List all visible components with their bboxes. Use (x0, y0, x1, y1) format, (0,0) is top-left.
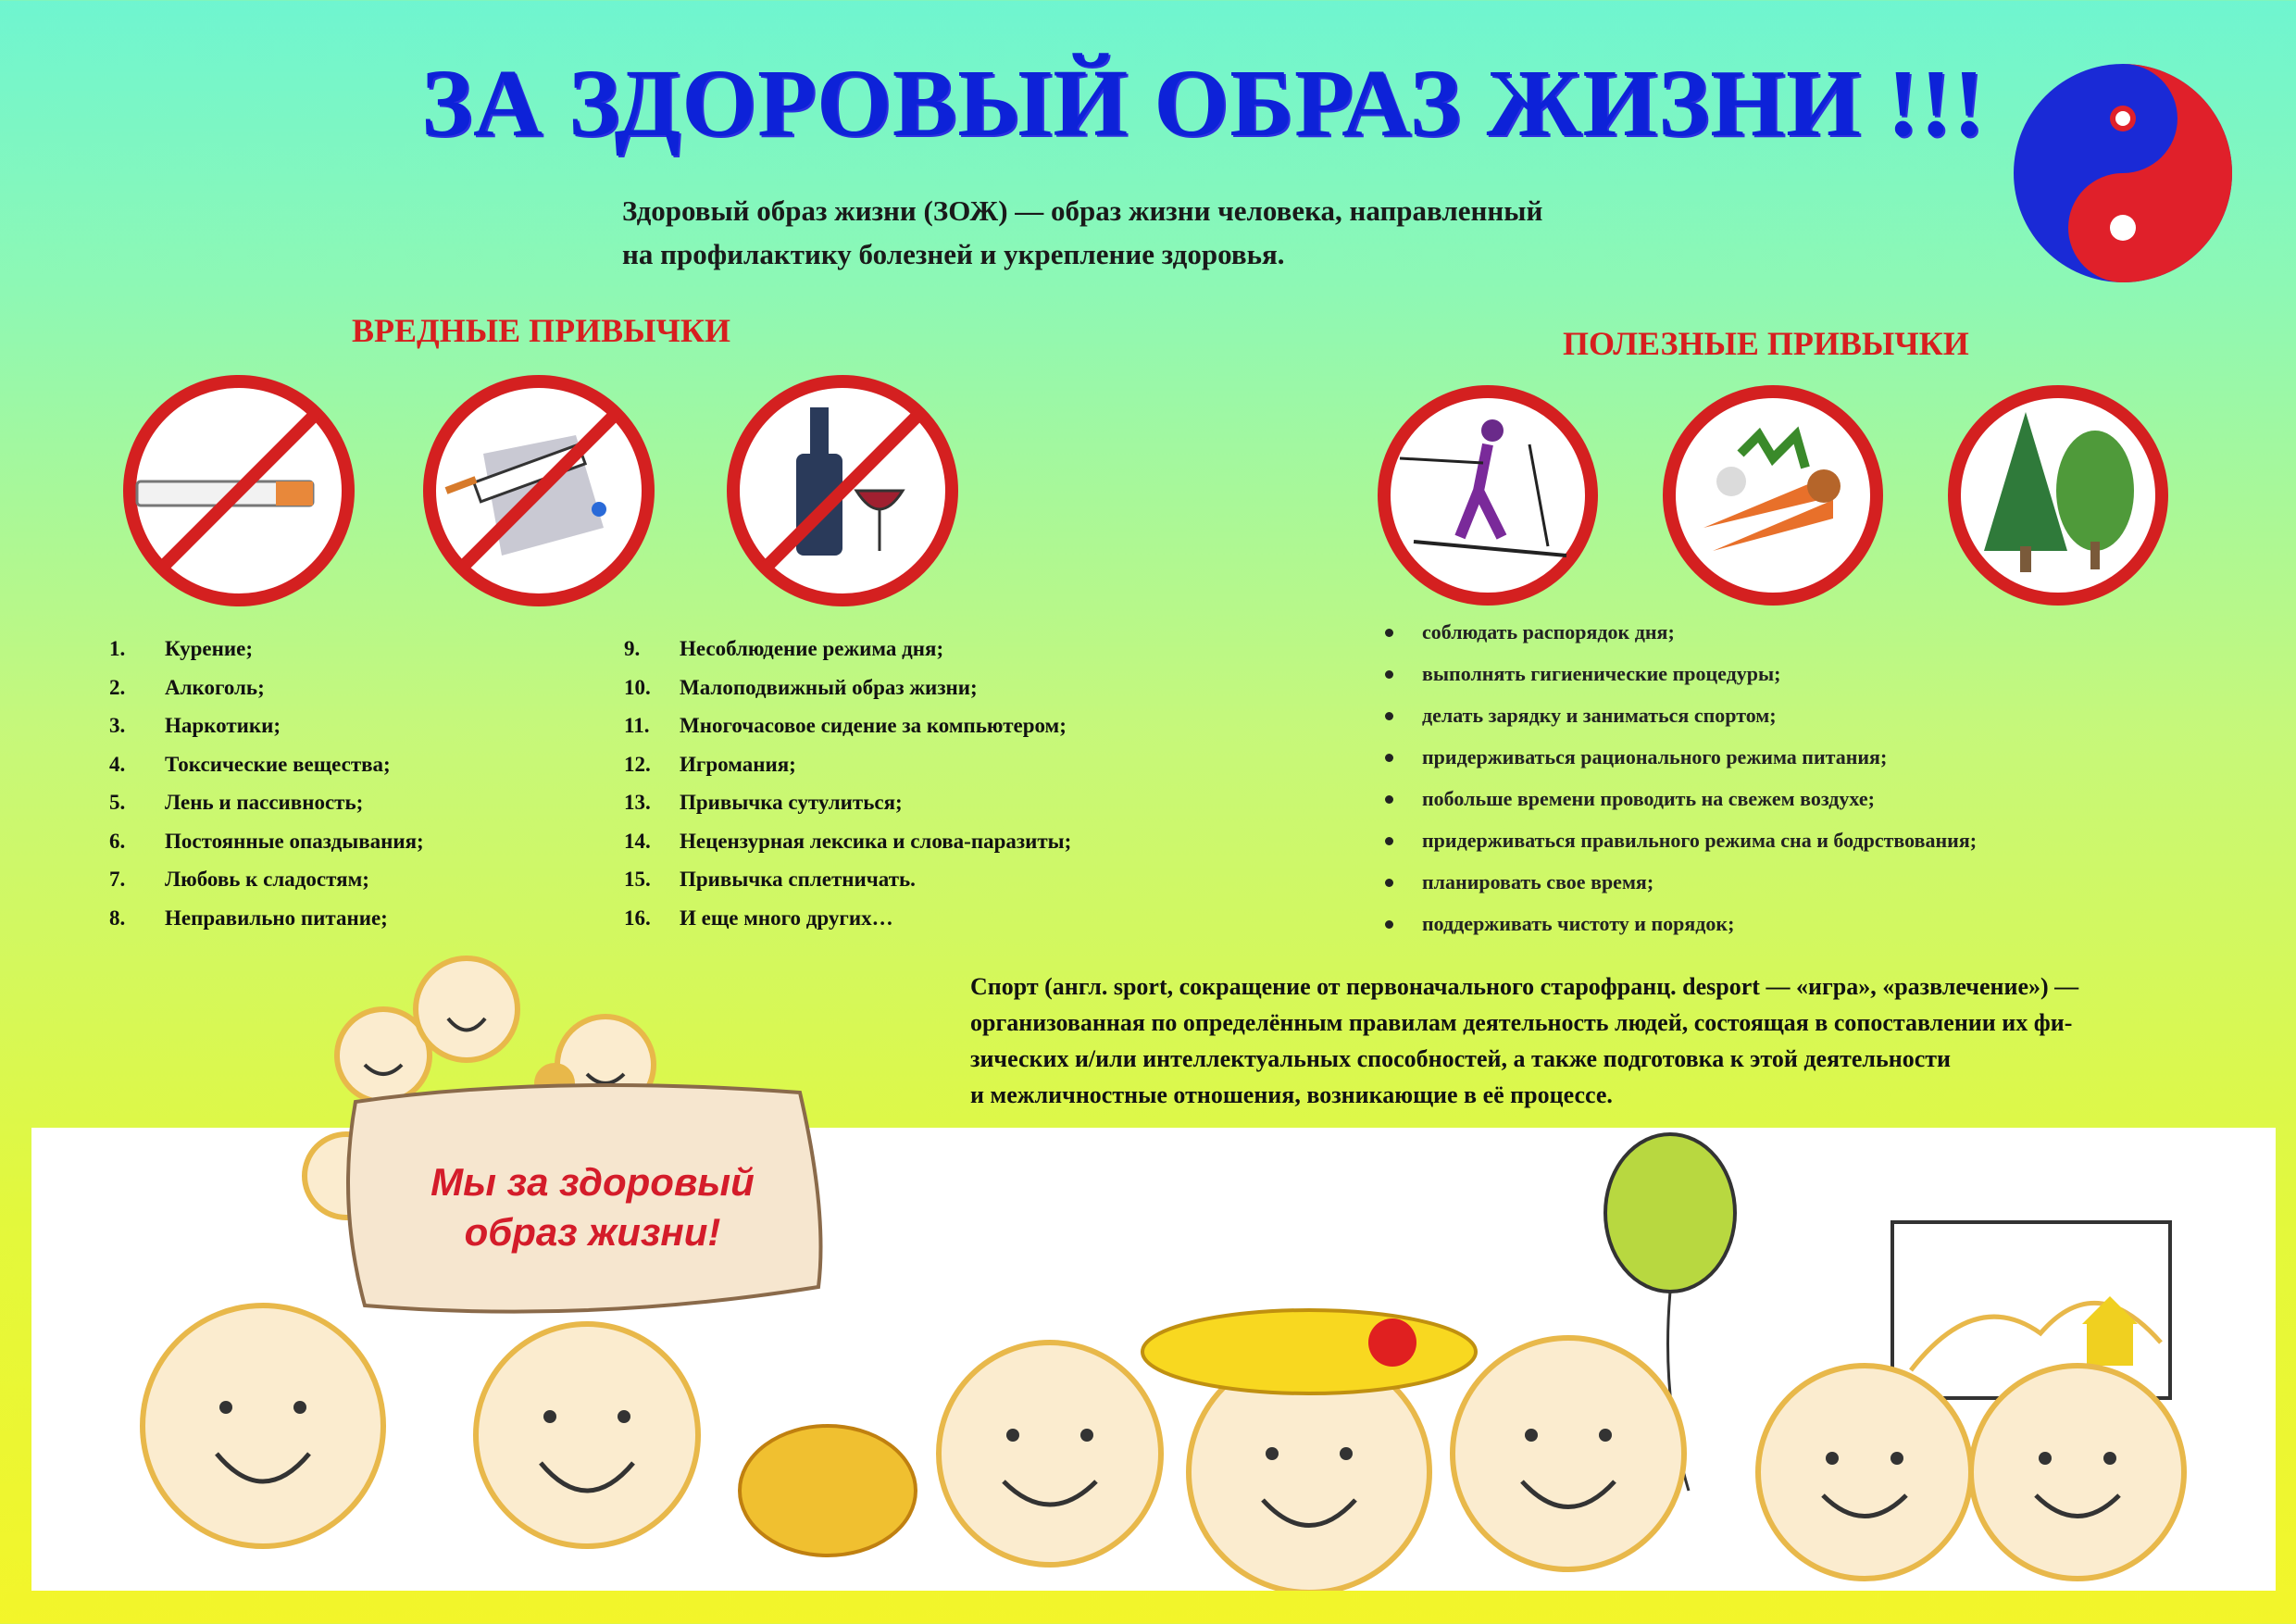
kids-row (143, 1305, 2184, 1591)
sport-line: Спорт (англ. sport, сокращение от первоначального старофранц. desport — «игра», «развлечение») — (970, 973, 2079, 1000)
sign-line: Мы за здоровый (430, 1160, 755, 1204)
vegetables-icon (1657, 380, 1889, 611)
no-alcohol-icon (722, 370, 963, 611)
list-item: 10. Малоподвижный образ жизни; (624, 675, 978, 699)
list-item: 11. Многочасовое сидение за компьютером; (624, 714, 1067, 737)
drawing-frame (1892, 1222, 2170, 1398)
list-item: 2. Алкоголь; (109, 675, 265, 699)
list-item: 7. Любовь к сладостям; (109, 868, 369, 891)
list-item: соблюдать распорядок дня; (1385, 620, 2218, 662)
sport-line: и межличностные отношения, возникающие в её процессе. (970, 1081, 1613, 1108)
harmful-habits-title: ВРЕДНЫЕ ПРИВЫЧКИ (352, 312, 731, 349)
bullet-icon (1385, 837, 1393, 845)
bullet-icon (1385, 879, 1393, 887)
no-smoking-icon (119, 370, 359, 611)
intro-line: Здоровый образ жизни (ЗОЖ) — образ жизни человека, направленный (622, 194, 1543, 227)
bullet-icon (1385, 754, 1393, 762)
bullet-icon (1385, 795, 1393, 804)
skiing-icon (1372, 380, 1603, 611)
list-item: 12. Игромания; (624, 752, 796, 776)
list-item: поддерживать чистоту и порядок; (1385, 912, 2218, 954)
kids-illustration (31, 935, 2276, 1591)
list-item: 14. Нецензурная лексика и слова-паразиты; (624, 829, 1072, 853)
list-item: 5. Лень и пассивность; (109, 791, 364, 814)
list-item: побольше времени проводить на свежем воздухе; (1385, 787, 2218, 829)
sport-line: зических и/или интеллектуальных способностей, а также подготовка к этой деятельности (970, 1045, 1952, 1072)
list-item: 16. И еще много других… (624, 906, 893, 930)
harmful-list-1 (109, 637, 628, 944)
list-item: 6. Постоянные опаздывания; (109, 829, 424, 853)
list-item: делать зарядку и заниматься спортом; (1385, 704, 2218, 745)
list-item: 9. Несоблюдение режима дня; (624, 637, 944, 660)
sport-line: организованная по определённым правилам деятельность людей, состоящая в сопоставлении их фи- (970, 1009, 2073, 1036)
bullet-icon (1385, 670, 1393, 679)
no-drugs-icon (418, 370, 659, 611)
page-title: ЗА ЗДОРОВЫЙ ОБРАЗ ЖИЗНИ !!! (421, 50, 1986, 156)
bullet-icon (1385, 629, 1393, 637)
useful-tips-list (1385, 620, 2218, 954)
list-item: придерживаться рационального режима питания; (1385, 745, 2218, 787)
list-item: 8. Неправильно питание; (109, 906, 388, 930)
list-item: 4. Токсические вещества; (109, 752, 391, 776)
yin-yang-icon (2007, 57, 2239, 289)
list-item: выполнять гигиенические процедуры; (1385, 662, 2218, 704)
list-item: планировать свое время; (1385, 870, 2218, 912)
list-item: 13. Привычка сутулиться; (624, 791, 903, 814)
list-item: 15. Привычка сплетничать. (624, 868, 916, 891)
useful-habits-title: ПОЛЕЗНЫЕ ПРИВЫЧКИ (1563, 325, 1969, 362)
balloon (1605, 1134, 1735, 1292)
list-item: 1. Курение; (109, 637, 253, 660)
sign-text (389, 1157, 796, 1257)
list-item: 3. Наркотики; (109, 714, 281, 737)
bullet-icon (1385, 920, 1393, 929)
trees-icon (1942, 380, 2174, 611)
harmful-list-2 (624, 637, 1217, 944)
sign-line: образ жизни! (464, 1210, 721, 1254)
bullet-icon (1385, 712, 1393, 720)
intro-text (622, 189, 1733, 276)
intro-line: на профилактику болезней и укрепление здоровья. (622, 238, 1285, 270)
list-item: придерживаться правильного режима сна и бодрствования; (1385, 829, 2218, 870)
